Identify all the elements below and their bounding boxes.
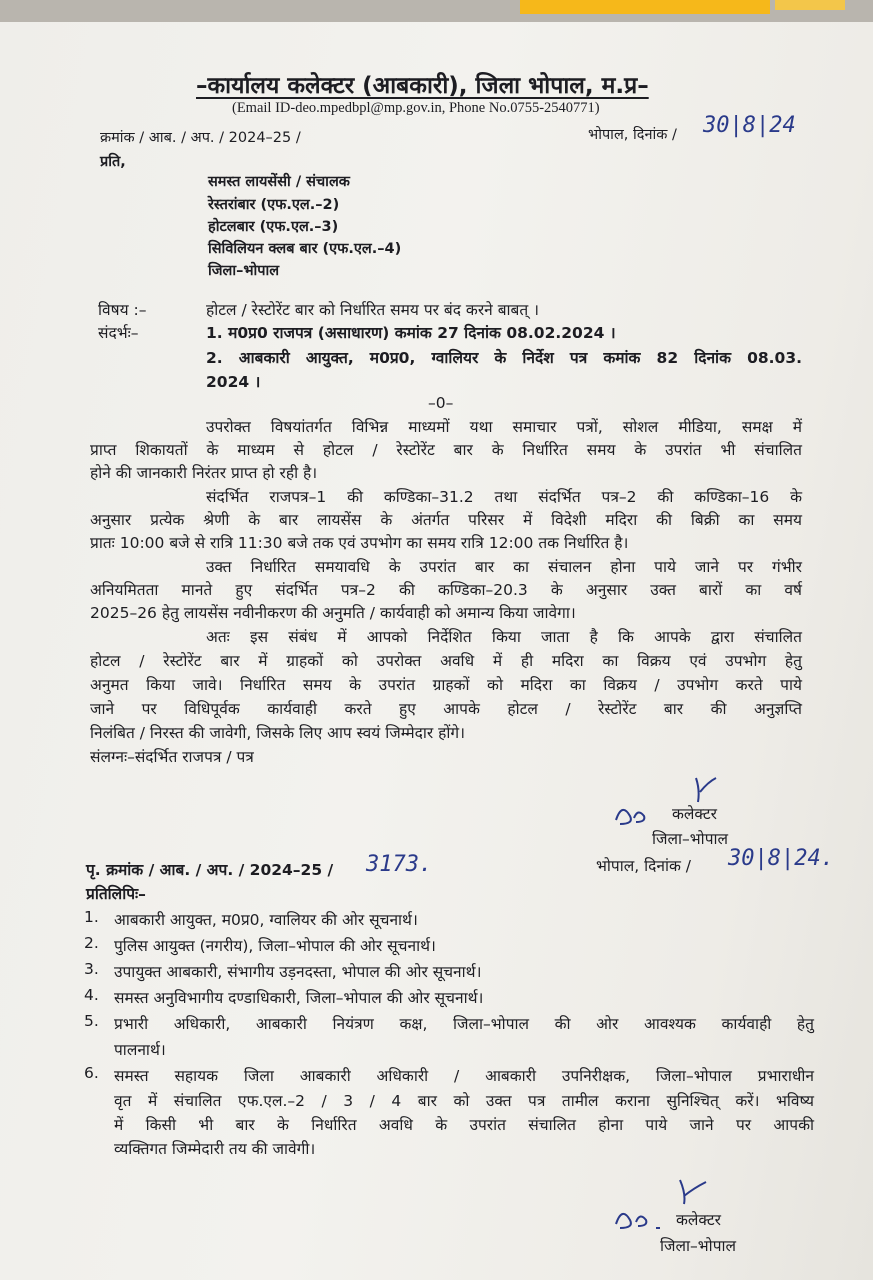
- copy-item-text: समस्त सहायक जिला आबकारी अधिकारी / आबकारी उपनिरीक्षक, जिला–भोपाल प्रभाराधीन: [114, 1067, 814, 1085]
- copies-label: प्रतिलिपिः–: [86, 885, 146, 903]
- body-line: अनियमितता मानते हुए संदर्भित पत्र–2 की कण्डिका–20.3 के अनुसार उक्त बारों का वर्ष: [90, 581, 802, 599]
- copy-item-number: 1.: [84, 908, 99, 926]
- copy-item: [84, 960, 482, 981]
- body-line: प्रातः 10:00 बजे से रात्रि 11:30 बजे तक एवं उपभोग का समय रात्रि 12:00 तक निर्धारित है।: [90, 534, 629, 552]
- body-line: निलंबित / निरस्त की जावेगी, जिसके लिए आप स्वयं जिम्मेदार होंगे।: [90, 724, 465, 742]
- copy-item-text: में किसी भी बार के निर्धारित अवधि के उपरांत संचालित होना पाये जाने पर आपकी: [114, 1116, 814, 1134]
- body-line: संदर्भित राजपत्र–1 की कण्डिका–31.2 तथा संदर्भित पत्र–2 की कण्डिका–16 के: [206, 488, 802, 506]
- copy-item-text: व्यक्तिगत जिम्मेदारी तय की जावेगी।: [114, 1140, 316, 1158]
- body-line: जाने पर विधिपूर्वक कार्यवाही करते हुए आपके होटल / रेस्टोरेंट बार की अनुज्ञप्ति: [90, 700, 802, 718]
- body-line: अनुसार प्रत्येक श्रेणी के बार लायसेंस के अंतर्गत परिसर में विदेशी मदिरा की बिक्री का समय: [90, 511, 802, 529]
- body-line: उक्त निर्धारित समयावधि के उपरांत बार का संचालन होना पाये जाने पर गंभीर: [206, 558, 802, 576]
- sticky-note: [775, 0, 845, 10]
- body-line: अनुमत किया जावे। निर्धारित समय के उपरांत ग्राहकों को मदिरा का विक्रय / उपभोग करते पाये: [90, 676, 802, 694]
- copy-item-number: 3.: [84, 960, 99, 978]
- copy-item-text: समस्त अनुविभागीय दण्डाधिकारी, जिला–भोपाल की ओर सूचनार्थ।: [114, 989, 484, 1007]
- endorsement-number: पृ. क्रमांक / आब. / अप. / 2024–25 /: [86, 861, 334, 879]
- handwritten-date: 30|8|24.: [728, 846, 834, 871]
- copy-item-text: आबकारी आयुक्त, म0प्र0, ग्वालियर की ओर सूचनार्थ।: [114, 911, 418, 929]
- body-line: होटल / रेस्टोरेंट बार में ग्राहकों को उपरोक्त अवधि में ही मदिरा का विक्रय एवं उपभोग हेतु: [90, 652, 802, 670]
- addressee-line: समस्त लायसेंसी / संचालक: [208, 174, 350, 190]
- reference-item-cont: 2024 ।: [206, 373, 261, 391]
- divider-mark: –0–: [428, 394, 454, 412]
- body-line: अतः इस संबंध में आपको निर्देशित किया जाता है कि आपके द्वारा संचालित: [206, 628, 802, 646]
- copy-item: [84, 1064, 814, 1085]
- office-title: –कार्यालय कलेक्टर (आबकारी), जिला भोपाल, म.प्र–: [196, 73, 649, 99]
- copy-item-text: उपायुक्त आबकारी, संभागीय उड़नदस्ता, भोपाल की ओर सूचनार्थ।: [114, 963, 482, 981]
- copy-item-number: 2.: [84, 934, 99, 952]
- copy-item: [84, 986, 484, 1007]
- addressee-line: सिविलियन क्लब बार (एफ.एल.–4): [208, 241, 402, 257]
- copy-item-cont: [84, 1137, 316, 1158]
- addressee-line: होटलबार (एफ.एल.–3): [208, 219, 339, 235]
- attachment-line: संलग्नः–संदर्भित राजपत्र / पत्र: [90, 748, 254, 766]
- to-label: प्रति,: [100, 154, 126, 170]
- addressee-line: जिला–भोपाल: [208, 263, 280, 279]
- subject-text: होटल / रेस्टोरेंट बार को निर्धारित समय पर बंद करने बाबत् ।: [206, 301, 540, 319]
- copy-item: [84, 1012, 814, 1033]
- copy-item: [84, 934, 436, 955]
- copy-item-number: 6.: [84, 1064, 99, 1082]
- endorsement-date-label: भोपाल, दिनांक /: [596, 857, 692, 875]
- copy-item: [84, 908, 418, 929]
- copy-item-text: पालनार्थ।: [114, 1041, 166, 1059]
- body-line: उपरोक्त विषयांतर्गत विभिन्न माध्यमों यथा समाचार पत्रों, सोशल मीडिया, समक्ष में: [206, 418, 802, 436]
- signatory-title: कलेक्टर: [676, 1211, 722, 1229]
- copy-item-cont: [84, 1113, 814, 1134]
- signatory-title: कलेक्टर: [672, 805, 718, 823]
- letter-number: क्रमांक / आब. / अप. / 2024–25 /: [100, 130, 301, 146]
- handwritten-number: 3173.: [366, 852, 433, 877]
- addressee-line: रेस्तरांबार (एफ.एल.–2): [208, 197, 340, 213]
- handwritten-date: 30|8|24: [703, 113, 796, 138]
- copy-item-text: वृत में संचालित एफ.एल.–2 / 3 / 4 बार को उक्त पत्र तामील कराना सुनिश्चित् करें। भविष्य: [114, 1092, 814, 1110]
- sticky-note: [520, 0, 770, 14]
- copy-item-number: 4.: [84, 986, 99, 1004]
- copy-item-cont: [84, 1038, 166, 1059]
- reference-item: 2. आबकारी आयुक्त, म0प्र0, ग्वालियर के निर्देश पत्र कमांक 82 दिनांक 08.03.: [206, 349, 802, 367]
- copy-item-text: पुलिस आयुक्त (नगरीय), जिला–भोपाल की ओर सूचनार्थ।: [114, 937, 436, 955]
- copy-item-number: 5.: [84, 1012, 99, 1030]
- contact-line: (Email ID-deo.mpedbpl@mp.gov.in, Phone No.0755-2540771): [232, 100, 600, 116]
- body-line: होने की जानकारी निरंतर प्राप्त हो रही है।: [90, 464, 318, 482]
- signatory-district: जिला–भोपाल: [660, 1237, 737, 1255]
- body-line: 2025–26 हेतु लायसेंस नवीनीकरण की अनुमति / कार्यवाही को अमान्य किया जावेगा।: [90, 604, 576, 622]
- reference-item: 1. म0प्र0 राजपत्र (असाधारण) कमांक 27 दिनांक 08.02.2024 ।: [206, 324, 616, 342]
- body-line: प्राप्त शिकायतों के माध्यम से होटल / रेस्टोरेंट बार के निर्धारित समय के उपरांत भी संचालित: [90, 441, 802, 459]
- signatory-district: जिला–भोपाल: [652, 830, 729, 848]
- place-date-label: भोपाल, दिनांक /: [588, 127, 677, 143]
- reference-label: संदर्भः–: [98, 324, 139, 342]
- copy-item-text: प्रभारी अधिकारी, आबकारी नियंत्रण कक्ष, जिला–भोपाल की ओर आवश्यक कार्यवाही हेतु: [114, 1015, 814, 1033]
- subject-label: विषय :–: [98, 301, 147, 319]
- copy-item-cont: [84, 1089, 814, 1110]
